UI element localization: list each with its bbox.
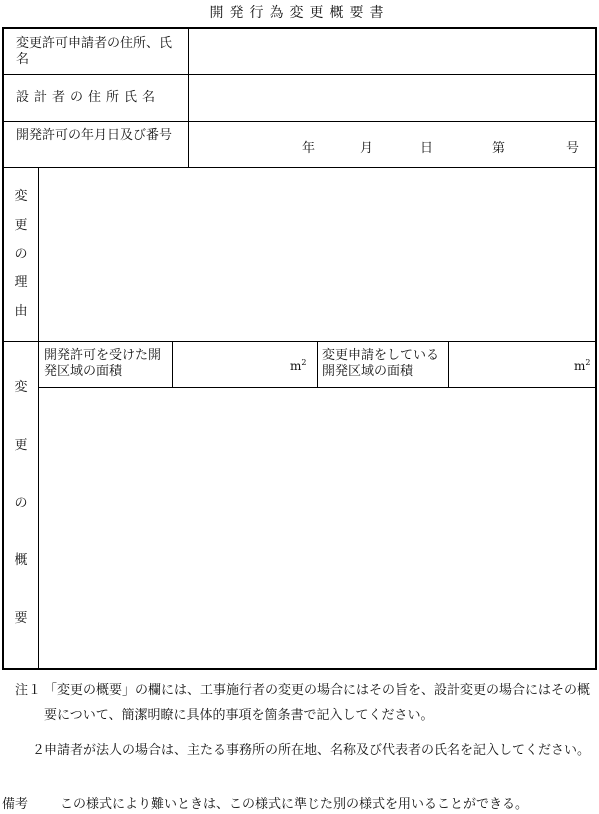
remarks-text: この様式により難いときは、この様式に準じた別の様式を用いることができる。 (60, 797, 529, 812)
area-permitted-unit: $m^2$ (290, 358, 307, 373)
change-summary-form (2, 27, 597, 670)
designer-label: 設計者の住所氏名 (16, 90, 161, 105)
form-title: 開発行為変更概要書 (209, 5, 390, 21)
date-day-unit: 日 (420, 141, 434, 156)
date-month-unit: 月 (360, 141, 374, 156)
note-1-text: 「変更の概要」の欄には、工事施行者の変更の場合にはその旨を、設計変更の場合にはその概要について、簡潔明瞭に具体的事項を箇条書で記入してください。 (44, 683, 591, 723)
col-divider (188, 29, 189, 167)
note-2-mark: ２ (32, 743, 46, 758)
col-divider (38, 167, 39, 668)
permit-date-input[interactable] (190, 122, 595, 167)
applicant-label: 変更許可申請者の住所、氏名 (16, 36, 173, 67)
summary-label: 変 更 の 概 要 (14, 380, 28, 626)
area-requested-unit: $m^2$ (574, 358, 591, 373)
reason-label: 変 更 の 理 由 (14, 189, 28, 319)
note-2-text: 申請者が法人の場合は、主たる事務所の所在地、名称及び代表者の氏名を記入してください。 (44, 743, 591, 758)
remarks-mark: 備考 (2, 797, 29, 812)
permit-number-prefix: 第 (492, 141, 506, 156)
permit-number-suffix: 号 (566, 141, 580, 156)
col-divider (317, 341, 318, 387)
summary-input[interactable] (40, 388, 595, 668)
area-requested-label: 変更申請をしている開発区域の面積 (322, 348, 440, 379)
area-permitted-label: 開発許可を受けた開発区域の面積 (44, 348, 162, 379)
permit-date-label: 開発許可の年月日及び番号 (16, 128, 173, 143)
designer-input[interactable] (190, 75, 595, 121)
date-year-unit: 年 (302, 141, 316, 156)
col-divider (172, 341, 173, 387)
col-divider (448, 341, 449, 387)
reason-input[interactable] (40, 168, 595, 341)
applicant-input[interactable] (190, 29, 595, 74)
note-1-mark: 注１ (15, 683, 42, 698)
